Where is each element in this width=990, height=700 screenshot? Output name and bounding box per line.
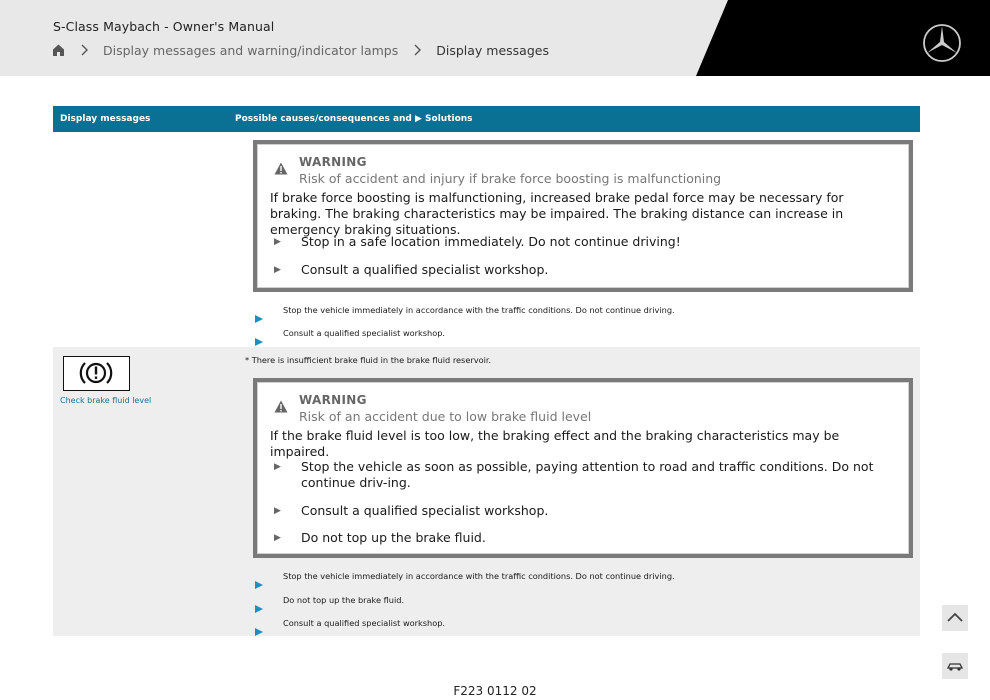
warning-step: Consult a qualified specialist workshop.	[301, 262, 549, 277]
solution-step: Consult a qualified specialist workshop.	[283, 328, 446, 338]
warning-step: Stop the vehicle as soon as possible, paying attention to road and traffic conditions. Do not continue driv-ing.	[301, 459, 874, 490]
step-arrow-icon	[255, 574, 263, 582]
solution-step: Stop the vehicle immediately in accordance with the traffic conditions. Do not continue driving.	[283, 571, 675, 581]
brand-star-logo	[922, 23, 962, 63]
car-settings-icon	[942, 653, 968, 679]
chevron-up-icon	[942, 605, 968, 631]
step-arrow-icon: ▶	[274, 506, 281, 516]
solution-step: Consult a qualified specialist workshop.	[283, 618, 446, 628]
breadcrumb	[52, 41, 549, 59]
solution-step: Do not top up the brake fluid.	[283, 595, 405, 605]
step-arrow-icon	[255, 308, 263, 316]
warning-body: If brake force boosting is malfunctioning, increased brake pedal force may be necessary for braking. The braking characteristics may be impaired. The braking distance can increase in emergency braking situations.	[270, 190, 844, 237]
warning-box-brake-fluid	[253, 378, 913, 558]
warning-subtitle: Risk of accident and injury if brake force boosting is malfunctioning	[299, 171, 722, 186]
home-icon[interactable]	[52, 43, 65, 57]
warning-title: WARNING	[299, 393, 367, 407]
image-code: F223 0112 02	[453, 684, 537, 698]
warning-step: Stop in a safe location immediately. Do not continue driving!	[301, 234, 681, 249]
app-title: S-Class Maybach - Owner's Manual	[53, 19, 275, 34]
step-arrow-icon	[255, 331, 263, 339]
table-header	[53, 106, 920, 132]
warning-step: Consult a qualified specialist workshop.	[301, 503, 549, 518]
warning-body: If the brake fluid level is too low, the braking effect and the braking characteristics may be impaired.	[270, 428, 840, 459]
warning-box-brake-boosting	[253, 140, 913, 292]
warning-triangle-icon	[274, 398, 288, 411]
step-arrow-icon: ▶	[274, 462, 281, 472]
breadcrumb-item-display-messages-lamps[interactable]: Display messages and warning/indicator lamps	[103, 42, 399, 58]
step-arrow-icon: ▶	[274, 533, 281, 543]
warning-title: WARNING	[299, 155, 367, 169]
scroll-to-top-button[interactable]	[942, 605, 968, 631]
chevron-right-icon	[412, 43, 422, 57]
brake-warning-lamp-icon	[63, 356, 130, 391]
step-arrow-icon: ▶	[274, 265, 281, 275]
step-arrow-icon	[255, 621, 263, 629]
chevron-right-icon	[79, 43, 89, 57]
solution-step: Stop the vehicle immediately in accordance with the traffic conditions. Do not continue driving.	[283, 305, 675, 315]
vehicle-menu-button[interactable]	[942, 653, 968, 679]
warning-triangle-icon	[274, 160, 288, 173]
warning-step: Do not top up the brake fluid.	[301, 530, 486, 545]
breadcrumb-item-display-messages: Display messages	[436, 42, 549, 58]
step-arrow-icon	[255, 598, 263, 606]
step-arrow-icon: ▶	[274, 237, 281, 247]
warning-subtitle: Risk of an accident due to low brake fluid level	[299, 409, 592, 424]
footnote: * There is insufficient brake fluid in the brake fluid reservoir.	[245, 355, 492, 365]
column-header-display-messages: Display messages	[60, 114, 151, 124]
column-header-causes-solutions: Possible causes/consequences and ▶ Solutions	[235, 114, 473, 124]
indicator-caption-link[interactable]: Check brake fluid level	[60, 396, 152, 405]
